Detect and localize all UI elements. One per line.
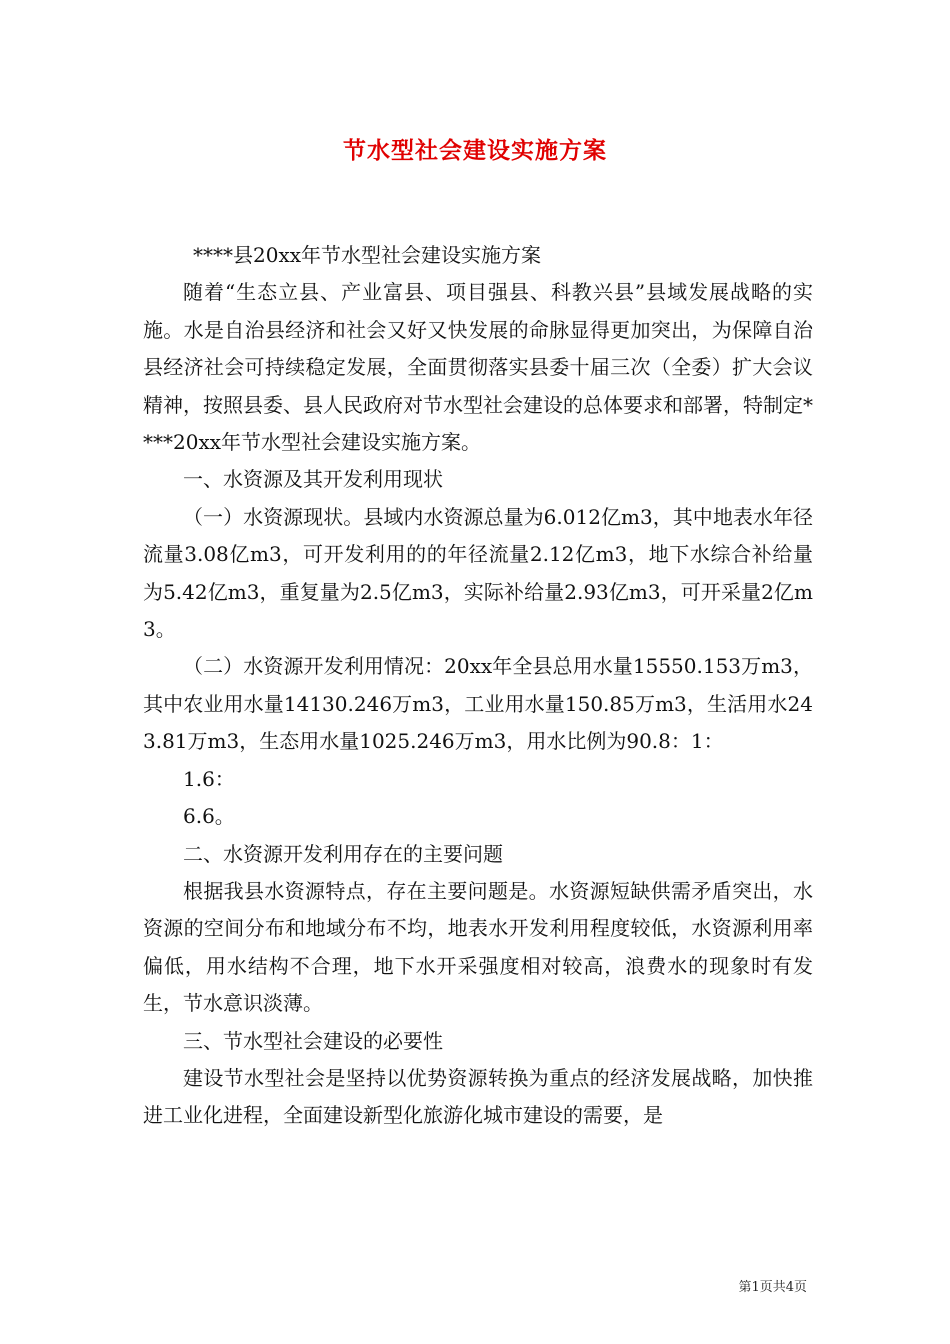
document-title: 节水型社会建设实施方案 <box>343 137 607 164</box>
paragraph-intro: 随着“生态立县、产业富县、项目强县、科教兴县”县域发展战略的实施。水是自治县经济和社会又好又快发展的命脉显得更加突出，为保障自治县经济社会可持续稳定发展，全面贯彻落实县委十届三次（全委）扩大会议精神，按照县委、县人民政府对节水型社会建设的总体要求和部署，特制定****20xx年节水型社会建设实施方案。 <box>143 280 813 455</box>
document-body <box>143 237 813 1135</box>
page-number: 第1页共4页 <box>738 1280 807 1295</box>
section-heading-1: 一、水资源及其开发利用现状 <box>183 467 443 492</box>
paragraph-ratio-part-2: 6.6。 <box>183 804 235 829</box>
paragraph-water-resources-status: （一）水资源现状。县域内水资源总量为6.012亿m3，其中地表水年径流量3.08亿m3，可开发利用的的年径流量2.12亿m3，地下水综合补给量为5.42亿m3，重复量为2.5亿m3，实际补给量2.93亿m3，可开采量2亿m3。 <box>143 504 813 642</box>
paragraph-main-problems: 根据我县水资源特点，存在主要问题是。水资源短缺供需矛盾突出，水资源的空间分布和地域分布不均，地表水开发利用程度较低，水资源利用率偏低，用水结构不合理，地下水开采强度相对较高，浪费水的现象时有发生，节水意识淡薄。 <box>143 878 813 1016</box>
section-heading-3: 三、节水型社会建设的必要性 <box>183 1028 443 1053</box>
paragraph-necessity: 建设节水型社会是坚持以优势资源转换为重点的经济发展战略，加快推进工业化进程，全面建设新型化旅游化城市建设的需要，是 <box>143 1065 813 1128</box>
paragraph-water-utilization: （二）水资源开发利用情况：20xx年全县总用水量15550.153万m3，其中农业用水量14130.246万m3，工业用水量150.85万m3，生活用水243.81万m3，生态用水量1025.246万m3，用水比例为90.8：1： <box>143 654 813 754</box>
section-heading-2: 二、水资源开发利用存在的主要问题 <box>183 841 503 866</box>
paragraph-plan-heading: ****县20xx年节水型社会建设实施方案 <box>193 243 542 267</box>
paragraph-ratio-part-1: 1.6： <box>183 766 235 791</box>
